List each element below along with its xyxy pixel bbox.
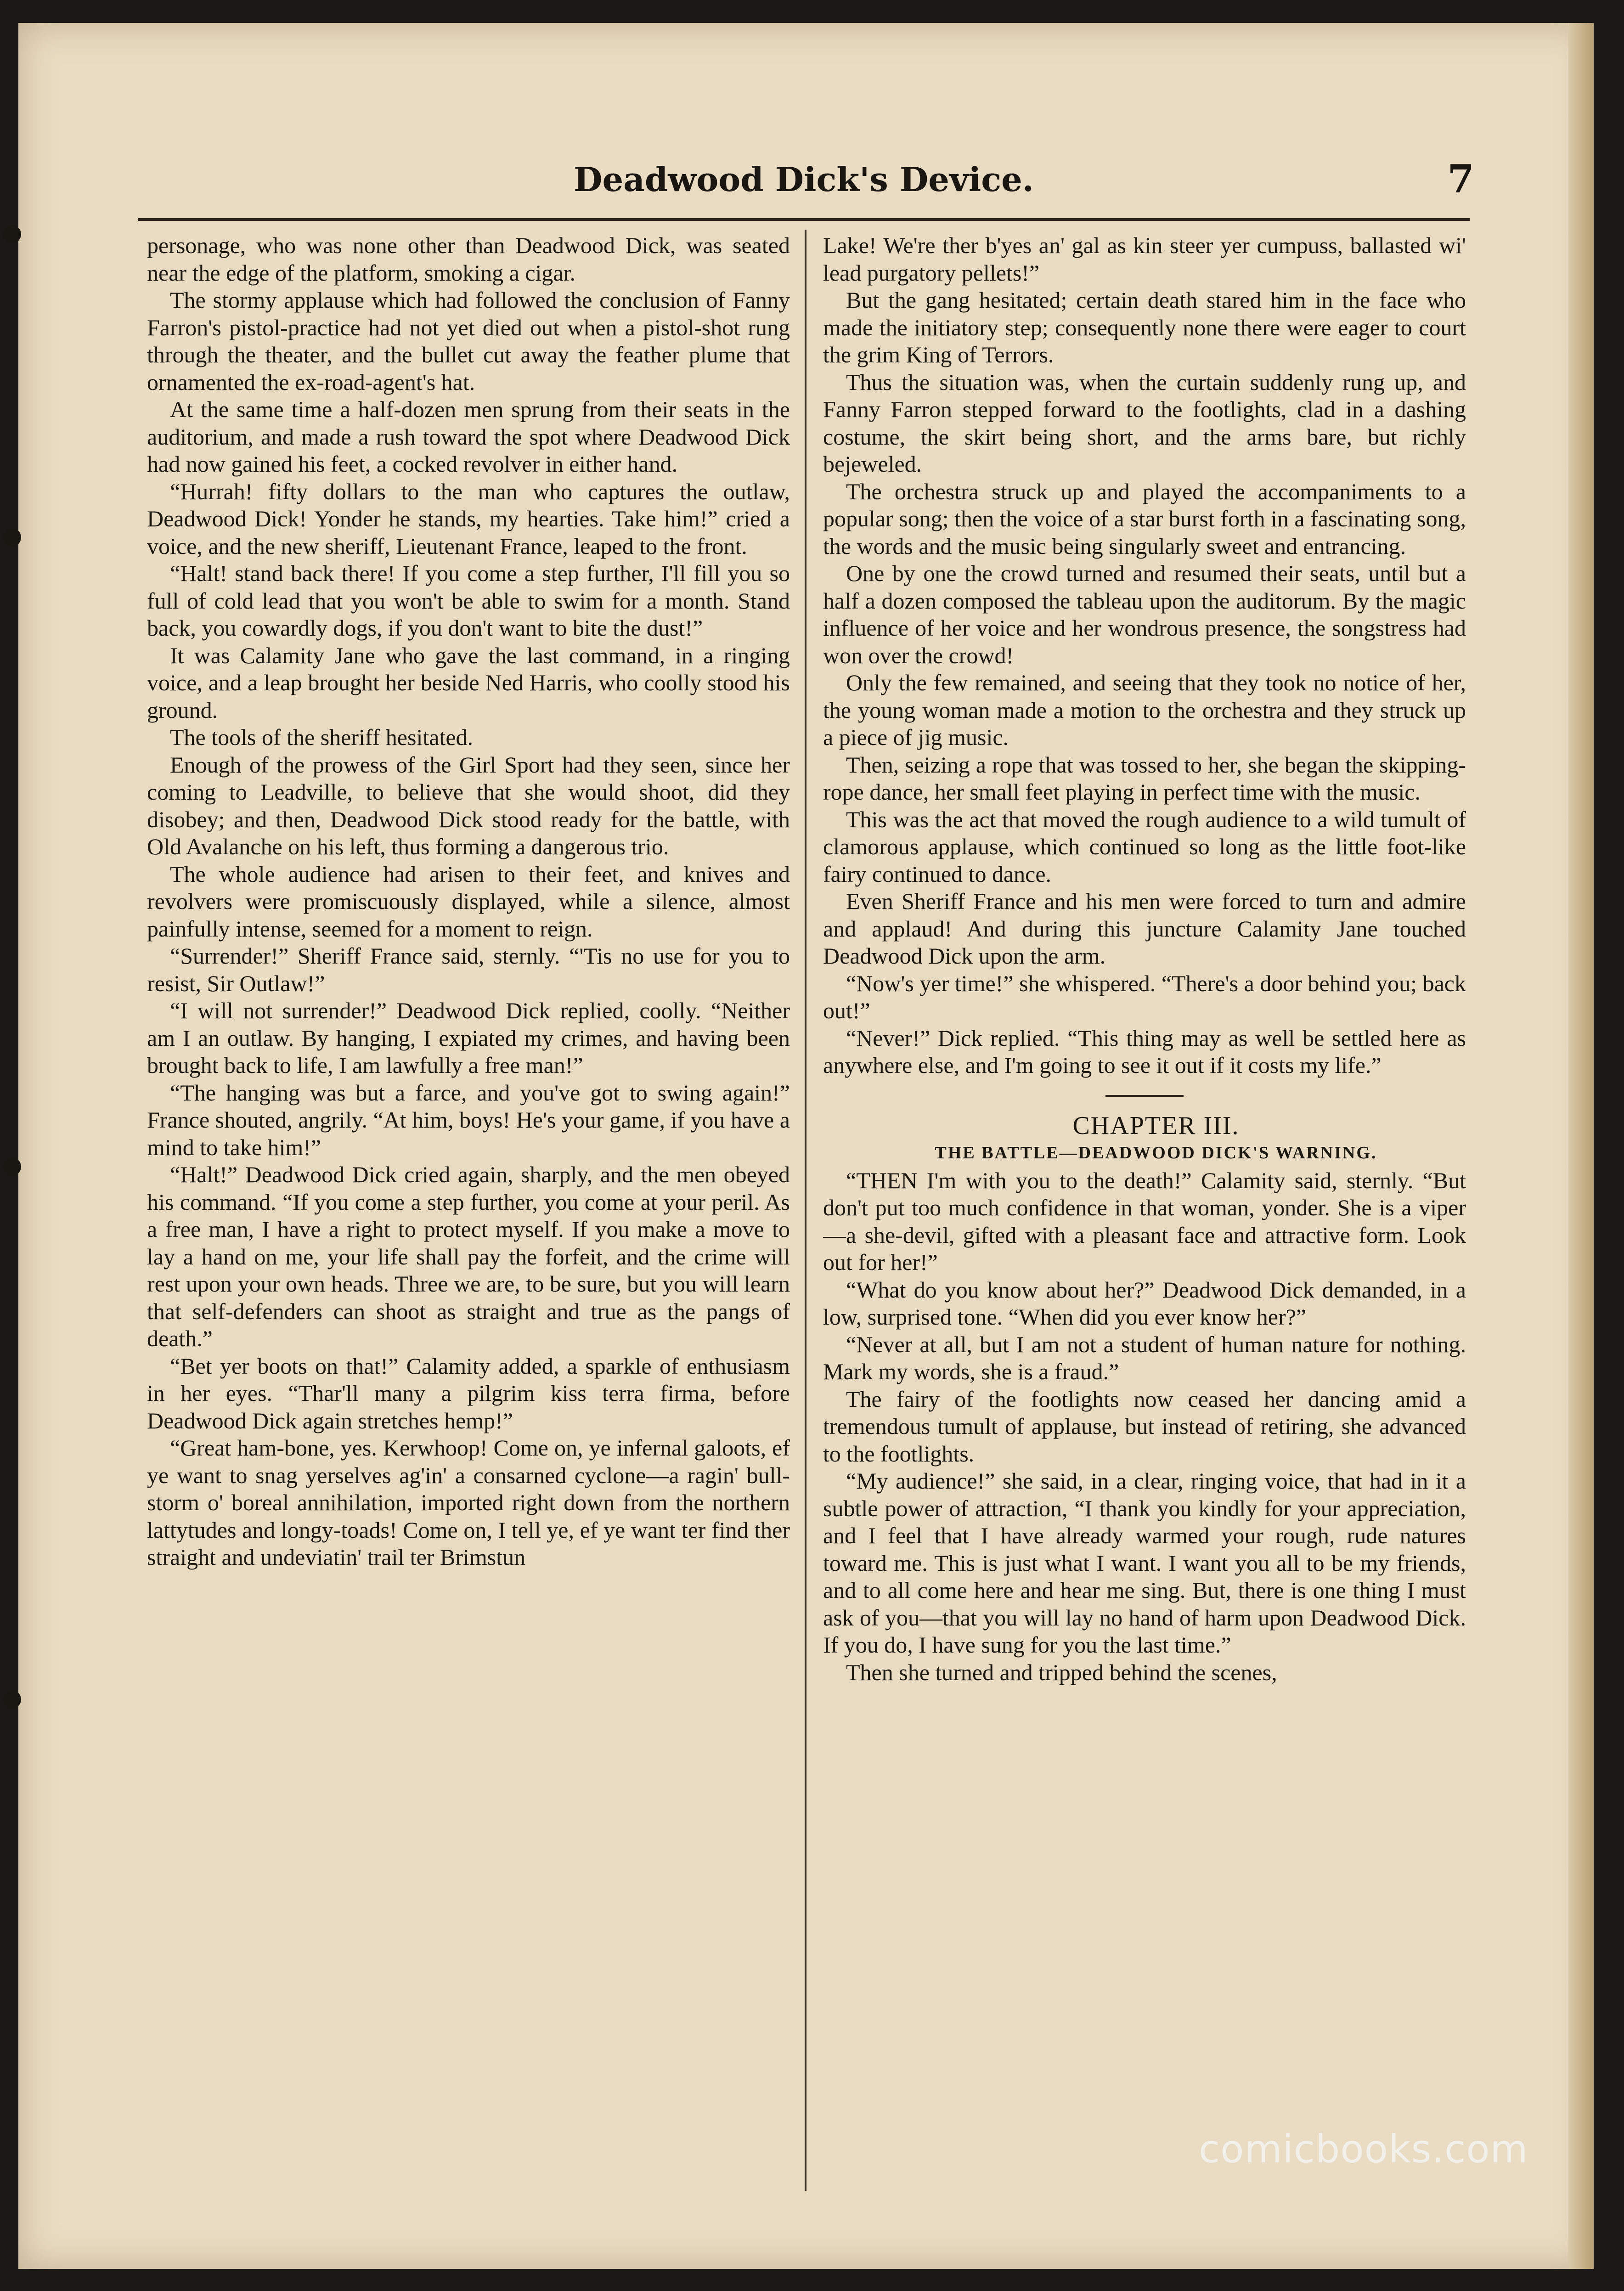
binding-hole-1 <box>3 225 21 243</box>
page-number: 7 <box>1447 156 1474 202</box>
paragraph: Enough of the prowess of the Girl Sport had they seen, since her coming to Leadville, to believe that she would shoot, did they disobey; and then, Deadwood Dick stood ready for the battle, with Old Avalanche on his left, thus forming a dangerous trio. <box>147 751 790 859</box>
paragraph: This was the act that moved the rough audience to a wild tumult of clamorous applause, which continued so long as the little foot-like fairy continued to dance. <box>823 806 1466 887</box>
paragraph: The tools of the sheriff hesitated. <box>170 724 474 750</box>
paragraph: Thus the situation was, when the curtain suddenly rung up, and Fanny Farron stepped forward to the footlights, clad in a dashing costume, the skirt being short, and the arms bare, but richly bejeweled. <box>823 369 1466 477</box>
paragraph: “Bet yer boots on that!” Calamity added, a sparkle of enthusiasm in her eyes. “Thar'll many a pilgrim kiss terra firma, before Deadwood Dick again stretches hemp!” <box>147 1353 790 1433</box>
chapter-title: THE BATTLE—DEADWOOD DICK'S WARNING. <box>935 1143 1377 1162</box>
paragraph: Then, seizing a rope that was tossed to her, she began the skipping-rope dance, her small feet playing in perfect time with the music. <box>823 751 1466 805</box>
paragraph: “Never!” Dick replied. “This thing may as well be settled here as anywhere else, and I'm going to see it out if it costs my life.” <box>823 1025 1466 1078</box>
running-title: Deadwood Dick's Device. <box>574 160 1034 199</box>
paragraph: “Never at all, but I am not a student of human nature for nothing. Mark my words, she is a fraud.” <box>823 1331 1466 1384</box>
paragraph: “The hanging was but a farce, and you've got to swing again!” France shouted, angrily. “At him, boys! He's your game, if you have a mind to take him!” <box>147 1079 790 1160</box>
paragraph: “What do you know about her?” Deadwood Dick demanded, in a low, surprised tone. “When did you ever know her?” <box>823 1276 1466 1330</box>
paragraph: “Surrender!” Sheriff France said, sternly. “'Tis no use for you to resist, Sir Outlaw!” <box>147 943 790 996</box>
binding-hole-3 <box>3 1157 21 1176</box>
binding-hole-2 <box>3 528 21 547</box>
paragraph: But the gang hesitated; certain death stared him in the face who made the initiatory step; consequently none there were eager to court the grim King of Terrors. <box>823 287 1466 367</box>
paragraph: It was Calamity Jane who gave the last command, in a ringing voice, and a leap brought her beside Ned Harris, who coolly stood his ground. <box>147 642 790 723</box>
paragraph: One by one the crowd turned and resumed their seats, until but a half a dozen composed the tableau upon the auditorum. By the magic influence of her voice and her wondrous presence, the songstress had won over the crowd! <box>823 560 1466 668</box>
chapter-number: CHAPTER III. <box>1072 1111 1240 1140</box>
chapter-separator <box>1105 1095 1184 1097</box>
paragraph: “Halt!” Deadwood Dick cried again, sharply, and the men obeyed his command. “If you come a step further, you come at your peril. As a free man, I have a right to protect myself. If you make a move to lay a hand on me, your life shall pay the forfeit, and the crime will rest upon your own heads. Three we are, to be sure, but you will learn that self-defenders can shoot as straight and true as the pangs of death.” <box>147 1162 790 1351</box>
paragraph: The whole audience had arisen to their feet, and knives and revolvers were promiscuously displayed, while a silence, almost painfully intense, seemed for a moment to reign. <box>147 861 790 942</box>
paragraph: Lake! We're ther b'yes an' gal as kin steer yer cumpuss, ballasted wi' lead purgatory pellets!” <box>823 232 1466 286</box>
page-header <box>138 138 1474 230</box>
header-rule <box>138 218 1470 221</box>
paragraph: personage, who was none other than Deadwood Dick, was seated near the edge of the platform, smoking a cigar. <box>147 232 790 286</box>
paragraph: “I will not surrender!” Deadwood Dick replied, coolly. “Neither am I an outlaw. By hanging, I expiated my crimes, and having been brought back to life, I am lawfully a free man!” <box>147 998 790 1078</box>
paragraph: The stormy applause which had followed the conclusion of Fanny Farron's pistol-practice had not yet died out when a pistol-shot rung through the theater, and the bullet cut away the feather plume that ornamented the ex-road-agent's hat. <box>147 287 790 395</box>
paragraph: “THEN I'm with you to the death!” Calamity said, sternly. “But don't put too much confidence in that woman, yonder. She is a viper—a she-devil, gifted with a pleasant face and attractive form. Look out for her!” <box>823 1167 1466 1275</box>
paragraph: Only the few remained, and seeing that they took no notice of her, the young woman made a motion to the orchestra and they struck up a piece of jig music. <box>823 670 1466 750</box>
column-divider <box>805 230 806 2191</box>
binding-hole-4 <box>3 1690 21 1709</box>
paragraph: At the same time a half-dozen men sprung from their seats in the auditorium, and made a rush toward the spot where Deadwood Dick had now gained his feet, a cocked revolver in either hand. <box>147 396 790 477</box>
paragraph: “Now's yer time!” she whispered. “There's a door behind you; back out!” <box>823 970 1466 1023</box>
paragraph: “My audience!” she said, in a clear, ringing voice, that had in it a subtle power of attraction, “I thank you kindly for your appreciation, and I feel that I have already warmed your rough, rude natures toward me. This is just what I want. I want you all to be my friends, and to all come here and hear me sing. But, there is one thing I must ask of you—that you will lay no hand of harm upon Deadwood Dick. If you do, I have sung for you the last time.” <box>823 1468 1466 1658</box>
paragraph: “Hurrah! fifty dollars to the man who captures the outlaw, Deadwood Dick! Yonder he stands, my hearties. Take him!” cried a voice, and the new sheriff, Lieutenant France, leaped to the front. <box>147 478 790 559</box>
paragraph: The fairy of the footlights now ceased her dancing amid a tremendous tumult of applause, but instead of retiring, she advanced to the footlights. <box>823 1386 1466 1467</box>
left-column <box>147 232 790 2221</box>
paragraph: “Halt! stand back there! If you come a step further, I'll fill you so full of cold lead that you won't be able to swim for a month. Stand back, you cowardly dogs, if you don't want to bite the dust!” <box>147 560 790 641</box>
paragraph: The orchestra struck up and played the accompaniments to a popular song; then the voice of a star burst forth in a fascinating song, the words and the music being singularly sweet and entrancing. <box>823 478 1466 559</box>
paragraph: Even Sheriff France and his men were forced to turn and admire and applaud! And during this juncture Calamity Jane touched Deadwood Dick upon the arm. <box>823 888 1466 969</box>
page-edge <box>1568 23 1594 2269</box>
paragraph: Then she turned and tripped behind the scenes, <box>846 1659 1277 1685</box>
paragraph: “Great ham-bone, yes. Kerwhoop! Come on, ye infernal galoots, ef ye want to snag yerselves ag'in' a consarned cyclone—a ragin' bull-storm o' boreal annihilation, imported right down from the northern lattytudes and longy-toads! Come on, I tell ye, ef ye want ter find ther straight and undeviatin' trail ter Brimstun <box>147 1435 790 1570</box>
watermark-logo: comicbooks.com <box>1199 2127 1528 2172</box>
right-column <box>823 232 1466 2221</box>
